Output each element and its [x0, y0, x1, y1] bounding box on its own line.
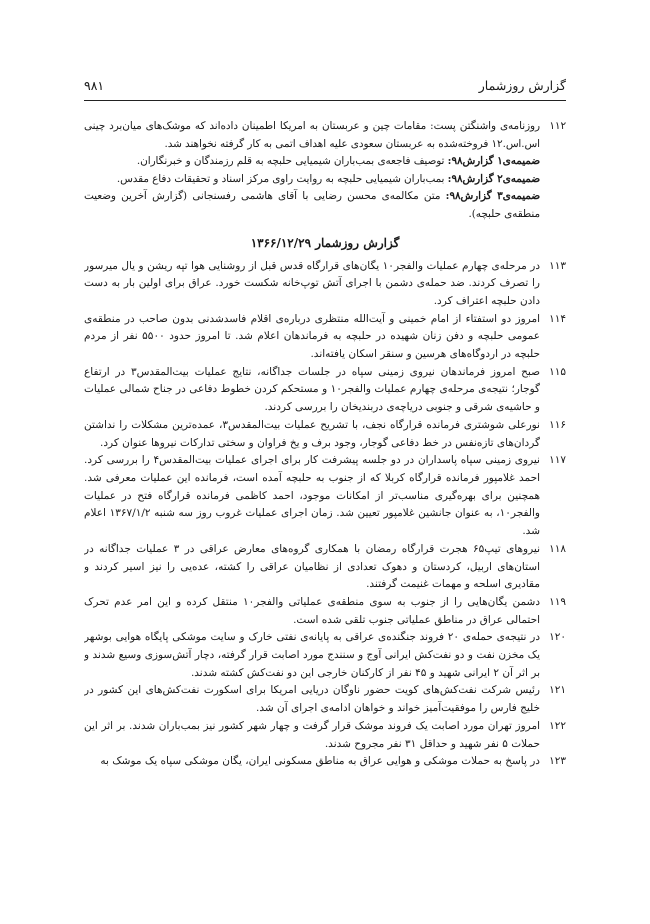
item-text: امروز تهران مورد اصابت یک فروند موشک قرار گرفت و چهار شهر کشور نیز بمب‌باران شدند. بر اثر این حملات ۵ نفر شهید و حداقل ۳۱ نفر مجروح شدند.	[84, 719, 540, 750]
report-item	[84, 718, 566, 753]
item-text: دشمن یگان‌هایی را از جنوب به سوی منطقه‌ی عملیاتی والفجر۱۰ منتقل کرده و این امر عدم تحرک احتمالی عراق در مناطق عملیاتی جنوب تلقی شده است.	[84, 595, 540, 626]
supplement-text: بمب‌باران شیمیایی حلبچه به روایت راوی مرکز اسناد و تحقیقات دفاع مقدس.	[116, 172, 445, 185]
item-number: ۱۲۲	[549, 719, 566, 732]
item-text: در پاسخ به حملات موشکی و هوایی عراق به مناطق مسکونی ایران، یگان موشکی سپاه یک موشک به	[100, 755, 540, 768]
page-body	[84, 118, 566, 914]
item-number: ۱۲۱	[549, 684, 566, 697]
item-text: صبح امروز فرماندهان نیروی زمینی سپاه در جلسات جداگانه، نتایج عملیات بیت‌المقدس۳ در ارتفاع گوجار؛ نتیجه‌ی مرحله‌ی چهارم عملیات والفجر۱۰ و مستحکم کردن خطوط دفاعی در جناح شمالی عملیات و حاشیه‌ی شرقی و جنوبی دریاچه‌ی دربندیخان را بررسی کردند.	[84, 365, 541, 414]
item-number: ۱۱۴	[549, 312, 566, 325]
item-number: ۱۱۷	[549, 454, 566, 467]
supplement-line	[84, 153, 566, 171]
item-number: ۱۱۶	[549, 418, 566, 431]
section-title: گزارش روزشمار ۱۳۶۶/۱۲/۲۹	[250, 235, 400, 250]
footnote-item	[84, 118, 566, 153]
report-item	[84, 682, 566, 717]
item-text: در مرحله‌ی چهارم عملیات والفجر۱۰ یگان‌های قرارگاه قدس قبل از روشنایی هوا تپه ریشن و یال میرسور را تصرف کردند. ضد حمله‌ی دشمن با اجرای آتش توپ‌خانه شکست خورد. عراق برای اولین بار به دست دادن حلبچه اعتراف کرد.	[84, 259, 540, 307]
report-item	[84, 629, 566, 682]
item-number: ۱۱۳	[549, 259, 566, 272]
item-text: در نتیجه‌ی حمله‌ی ۲۰ فروند جنگنده‌ی عراقی به پایانه‌ی نفتی خارک و سایت موشکی پایگاه هوایی بوشهر یک مخزن نفت و دو نفت‌کش ایرانی آوج و سنندج مورد اصابت قرار گرفته، دچار آتش‌سوزی وسیع شدند و بر اثر آن ۲ ایرانی شهید و ۴۵ نفر از کارکنان خارجی این دو نفت‌کش کشته شدند.	[84, 631, 540, 679]
item-number: ۱۱۹	[549, 595, 566, 608]
supplement-line	[84, 188, 566, 223]
supplement-label: ضمیمه‌ی۳ گزارش۹۸:	[445, 190, 540, 203]
report-item	[84, 594, 566, 629]
report-item	[84, 753, 566, 771]
supplement-line	[84, 171, 566, 189]
item-number: ۱۱۸	[549, 542, 566, 555]
footnote-number: ۱۱۲	[549, 120, 566, 132]
header-rule	[84, 100, 566, 101]
supplement-label: ضمیمه‌ی۱ گزارش۹۸:	[447, 155, 540, 168]
footnote-text: روزنامه‌ی واشنگتن پست: مقامات چین و عربستان به امریکا اطمینان داده‌اند که موشک‌های میان‌برد چینی اس.اس.۱۲ فروخته‌شده به عربستان سعودی علیه اهداف اتمی به کار گرفته نخواهند شد.	[84, 120, 540, 150]
running-title: گزارش روزشمار	[478, 78, 566, 93]
supplement-label: ضمیمه‌ی۲ گزارش۹۸:	[447, 172, 540, 185]
item-text: امروز دو استفتاء از امام خمینی و آیت‌الله منتظری درباره‌ی اقلام فاسدشدنی بدون صاحب در منطقه‌ی عمومی حلبچه و دفن زنان شهیده در حلبچه به فرماندهان اعلام شد. تا امروز حدود ۵۵۰۰ نفر از مردم حلبچه در اردوگاه‌های هرسین و سنقر اسکان یافته‌اند.	[84, 312, 540, 361]
report-item	[84, 452, 566, 541]
item-number: ۱۲۰	[549, 631, 566, 644]
item-number: ۱۱۵	[549, 365, 566, 378]
page-header	[84, 78, 566, 98]
item-number: ۱۲۳	[549, 755, 566, 768]
item-text: نیروهای تیپ۶۵ هجرت قرارگاه رمضان با همکاری گروه‌های معارض عراقی در ۳ عملیات جداگانه در استان‌های اربیل، کردستان و دهوک تعدادی از نظامیان عراقی را کشته، عده‌یی را نیز اسیر کردند و مقادیری اسلحه و مهمات غنیمت گرفتند.	[84, 542, 541, 591]
report-item	[84, 258, 566, 311]
report-item	[84, 417, 566, 452]
report-item	[84, 311, 566, 364]
item-text: نیروی زمینی سپاه پاسداران در دو جلسه پیشرفت کار برای اجرای عملیات بیت‌المقدس۴ را بررسی کرد. احمد غلامپور فرمانده قرارگاه کربلا که از جنوب به حلبچه آمده است، فرمانده این عملیات معرفی شد. همچنین برای بهره‌گیری مناسب‌تر از امکانات موجود، احمد کاظمی فرمانده قرارگاه فتح در عملیات والفجر۱۰، به عنوان جانشین غلامپور تعیین شد. زمان اجرای عملیات غروب روز سه شنبه ۱۳۶۷/۱/۲ اعلام شد.	[84, 454, 540, 538]
page-number: ۹۸۱	[84, 78, 105, 93]
item-text: رئیس شرکت نفت‌کش‌های کویت حضور ناوگان دریایی امریکا برای اسکورت نفت‌کش‌های این کشور در خلیج فارس را موفقیت‌آمیز خواند و خواهان ادامه‌ی اجرای آن شد.	[84, 684, 540, 715]
supplement-text: متن مکالمه‌ی محسن رضایی با آقای هاشمی رفسنجانی (گزارش آخرین وضعیت منطقه‌ی حلبچه).	[84, 190, 540, 220]
item-text: نورعلی شوشتری فرمانده قرارگاه نجف، با تشریح عملیات بیت‌المقدس۳، عمده‌ترین مشکلات را نداشتن گردان‌های تازه‌نفس در خط دفاعی گوجار، وجود برف و یخ فراوان و سختی تدارکات نیروها عنوان کرد.	[84, 418, 540, 449]
report-item	[84, 541, 566, 594]
supplement-text: توصیف فاجعه‌ی بمب‌باران شیمیایی حلبچه به قلم رزمندگان و خبرنگاران.	[136, 155, 445, 168]
report-item	[84, 364, 566, 417]
